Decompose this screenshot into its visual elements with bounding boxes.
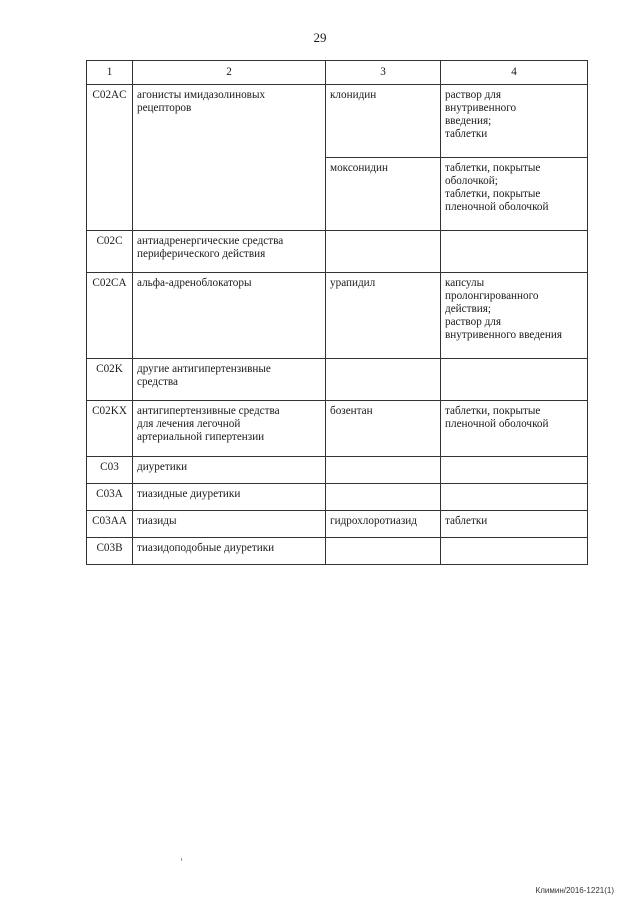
group-cell bbox=[133, 401, 326, 457]
group-cell bbox=[133, 511, 326, 538]
cell-line: периферического действия bbox=[137, 248, 266, 260]
cell-line: пленочной оболочкой bbox=[445, 418, 549, 430]
table-row bbox=[87, 85, 588, 158]
cell-line: моксонидин bbox=[330, 162, 389, 174]
group-cell bbox=[133, 538, 326, 565]
group-cell bbox=[133, 231, 326, 273]
atc-code-cell: C03A bbox=[87, 484, 133, 511]
footer-code: Климин/2016-1221(1) bbox=[535, 886, 614, 895]
cell-line: раствор для bbox=[445, 316, 502, 328]
form-cell bbox=[441, 457, 588, 484]
drug-cell bbox=[326, 401, 441, 457]
cell-line: диуретики bbox=[137, 461, 188, 473]
form-cell bbox=[441, 231, 588, 273]
cell-line: для лечения легочной bbox=[137, 418, 241, 430]
table-row bbox=[87, 457, 588, 484]
table-row bbox=[87, 273, 588, 359]
drug-cell bbox=[326, 231, 441, 273]
page-number: 29 bbox=[313, 30, 327, 45]
table-row bbox=[87, 511, 588, 538]
group-cell bbox=[133, 484, 326, 511]
form-cell bbox=[441, 511, 588, 538]
atc-code-cell: C02KX bbox=[87, 401, 133, 457]
group-cell bbox=[133, 273, 326, 359]
table-row bbox=[87, 231, 588, 273]
column-header: 3 bbox=[326, 61, 441, 85]
drug-cell bbox=[326, 457, 441, 484]
drug-cell bbox=[326, 538, 441, 565]
atc-code-cell: C03AA bbox=[87, 511, 133, 538]
cell-line: таблетки, покрытые bbox=[445, 188, 541, 200]
form-cell bbox=[441, 359, 588, 401]
table-row bbox=[87, 484, 588, 511]
atc-code-cell: C03 bbox=[87, 457, 133, 484]
drug-cell bbox=[326, 85, 441, 158]
form-cell bbox=[441, 273, 588, 359]
cell-line: пленочной оболочкой bbox=[445, 201, 549, 213]
atc-code-cell: C02C bbox=[87, 231, 133, 273]
drug-cell bbox=[326, 511, 441, 538]
cell-line: антиадренергические средства bbox=[137, 235, 284, 247]
cell-line: другие антигипертензивные bbox=[137, 363, 271, 375]
cell-line: таблетки, покрытые bbox=[445, 405, 541, 417]
atc-code-cell: C02K bbox=[87, 359, 133, 401]
cell-line: бозентан bbox=[330, 405, 373, 417]
cell-line: таблетки bbox=[445, 515, 488, 527]
drug-cell bbox=[326, 484, 441, 511]
cell-line: тиазидоподобные диуретики bbox=[137, 542, 275, 554]
cell-line: урапидил bbox=[330, 277, 376, 289]
cell-line: средства bbox=[137, 376, 179, 388]
scan-speck bbox=[181, 858, 182, 861]
cell-line: артериальной гипертензии bbox=[137, 431, 265, 443]
cell-line: оболочкой; bbox=[445, 175, 498, 187]
form-cell bbox=[441, 538, 588, 565]
column-header: 2 bbox=[133, 61, 326, 85]
group-cell bbox=[133, 359, 326, 401]
cell-line: пролонгированного bbox=[445, 290, 539, 302]
form-cell bbox=[441, 85, 588, 158]
cell-line: агонисты имидазолиновых bbox=[137, 89, 266, 101]
atc-code-cell: C02AC bbox=[87, 85, 133, 231]
form-cell bbox=[441, 484, 588, 511]
cell-line: антигипертензивные средства bbox=[137, 405, 280, 417]
drug-cell bbox=[326, 158, 441, 231]
cell-line: введения; bbox=[445, 115, 492, 127]
table-row bbox=[87, 359, 588, 401]
atc-code-cell: C02CA bbox=[87, 273, 133, 359]
form-cell bbox=[441, 158, 588, 231]
column-header: 4 bbox=[441, 61, 588, 85]
cell-line: гидрохлоротиазид bbox=[330, 515, 417, 527]
cell-line: таблетки, покрытые bbox=[445, 162, 541, 174]
cell-line: капсулы bbox=[445, 277, 485, 289]
cell-line: тиазиды bbox=[137, 515, 177, 527]
table-row bbox=[87, 538, 588, 565]
drug-cell bbox=[326, 359, 441, 401]
column-header: 1 bbox=[87, 61, 133, 85]
cell-line: клонидин bbox=[330, 89, 377, 101]
atc-code-cell: C03B bbox=[87, 538, 133, 565]
cell-line: действия; bbox=[445, 303, 492, 315]
cell-line: таблетки bbox=[445, 128, 488, 140]
group-cell bbox=[133, 457, 326, 484]
drug-table bbox=[86, 60, 588, 565]
group-cell bbox=[133, 85, 326, 231]
cell-line: раствор для bbox=[445, 89, 502, 101]
cell-line: внутривенного введения bbox=[445, 329, 563, 341]
drug-cell bbox=[326, 273, 441, 359]
cell-line: рецепторов bbox=[137, 102, 192, 114]
cell-line: альфа-адреноблокаторы bbox=[137, 277, 252, 289]
table-row bbox=[87, 401, 588, 457]
form-cell bbox=[441, 401, 588, 457]
table-header-row bbox=[87, 61, 588, 85]
cell-line: тиазидные диуретики bbox=[137, 488, 241, 500]
cell-line: внутривенного bbox=[445, 102, 517, 114]
